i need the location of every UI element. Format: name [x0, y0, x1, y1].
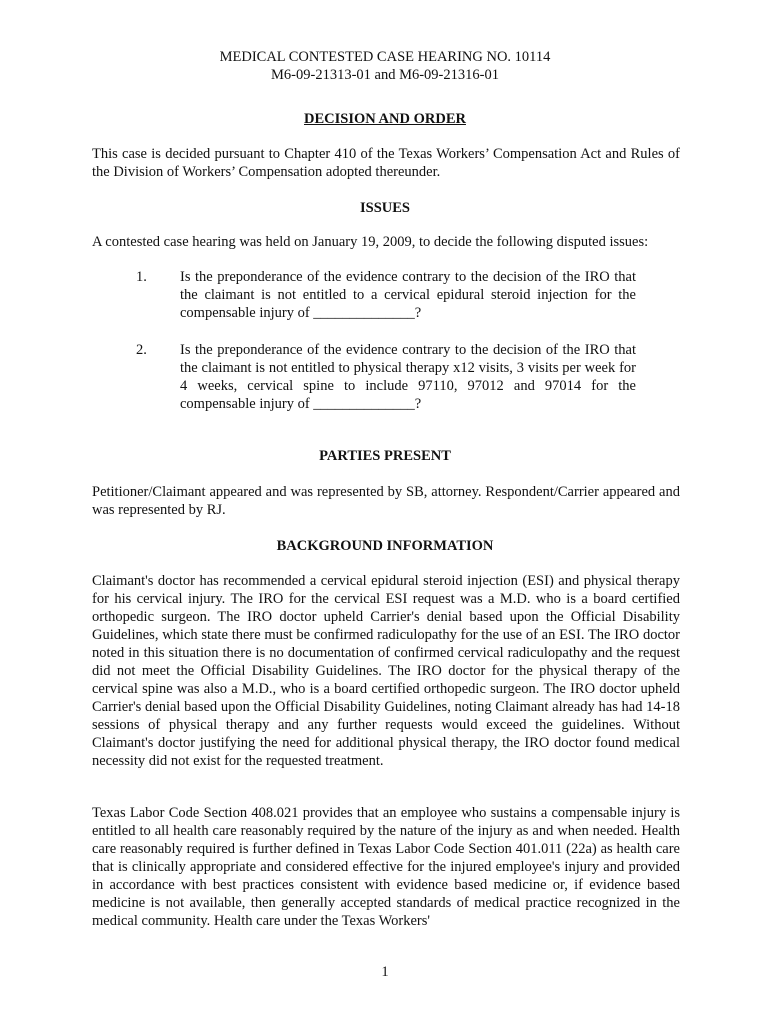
case-number-heading: MEDICAL CONTESTED CASE HEARING NO. 10114: [219, 49, 551, 65]
parties-paragraph: Petitioner/Claimant appeared and was represented by SB, attorney. Respondent/Carrier appeared and was represented by RJ.: [92, 484, 680, 518]
background-paragraph: Claimant's doctor has recommended a cervical epidural steroid injection (ESI) and physical therapy for his cervical injury. The IRO for the cervical ESI request was a M.D. who is a board certified orthopedic surgeon. The IRO doctor upheld Carrier's denial based upon the Official Disability Guidelines, which state there must be confirmed radiculopathy for the use of an ESI. The IRO doctor noted in this situation there is no documentation of confirmed cervical radiculopathy and the request did not meet the Official Disability Guidelines. The IRO doctor for the physical therapy of the cervical spine was also a M.D., who is a board certified orthopedic surgeon. The IRO doctor upheld Carrier's denial based upon the Official Disability Guidelines, noting Claimant already has had 14-18 sessions of physical therapy and any further requests would exceed the guidelines. Without Claimant's doctor justifying the need for additional physical therapy, the IRO doctor found medical necessity did not exist for the requested treatment.: [92, 573, 680, 769]
issues-intro-paragraph: A contested case hearing was held on January 19, 2009, to decide the following disputed issues:: [92, 234, 649, 250]
issue-text: Is the preponderance of the evidence contrary to the decision of the IRO that the claimant is not entitled to physical therapy x12 visits, 3 visits per week for 4 weeks, cervical spine to include 97110, 97012 and 97014 for the compensable injury of ______________?: [180, 342, 636, 412]
page-number: 1: [381, 964, 389, 980]
issue-number: 1.: [136, 269, 147, 285]
decision-and-order-heading: DECISION AND ORDER: [304, 111, 466, 127]
labor-code-paragraph: Texas Labor Code Section 408.021 provides that an employee who sustains a compensable injury is entitled to all health care reasonably required by the nature of the injury as and when needed. Health care reasonably required is further defined in Texas Labor Code Section 401.011 (22a) as health care that is clinically appropriate and considered effective for the injured employee's injury and provided in accordance with best practices consistent with evidence based medicine or, if evidence based medicine is not available, then generally accepted standards of medical practice recognized in the medical community. Health care under the Texas Workers': [92, 805, 680, 929]
issue-number: 2.: [136, 342, 147, 358]
issue-text: Is the preponderance of the evidence contrary to the decision of the IRO that the claimant is not entitled to a cervical epidural steroid injection for the compensable injury of ______________?: [180, 269, 636, 321]
docket-numbers: M6-09-21313-01 and M6-09-21316-01: [271, 67, 499, 83]
background-information-heading: BACKGROUND INFORMATION: [276, 538, 494, 554]
decision-paragraph: This case is decided pursuant to Chapter 410 of the Texas Workers’ Compensation Act and Rules of the Division of Workers’ Compensation adopted thereunder.: [92, 146, 680, 180]
issues-heading: ISSUES: [360, 200, 410, 216]
parties-present-heading: PARTIES PRESENT: [319, 448, 451, 464]
